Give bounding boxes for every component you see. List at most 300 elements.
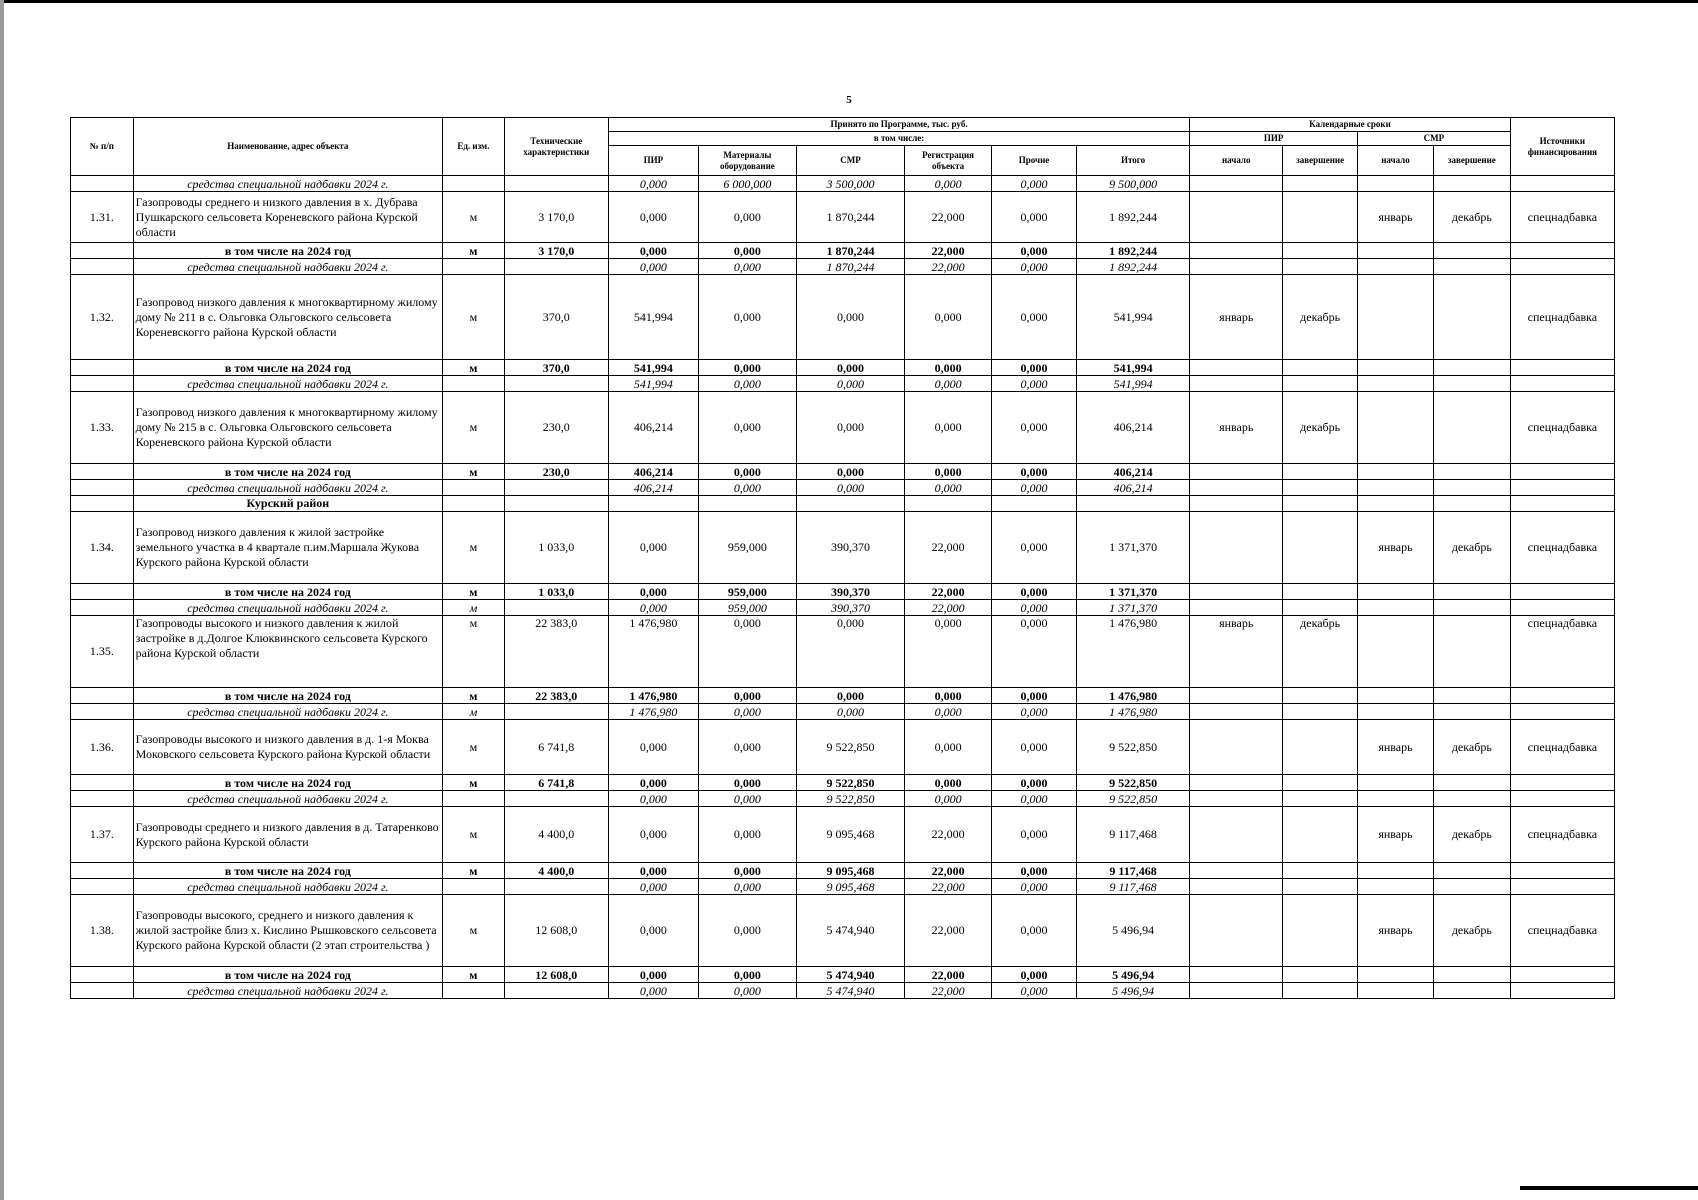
- subtotal-unit: м: [443, 688, 505, 704]
- cell-other: 0,000: [992, 512, 1077, 584]
- subtotal-total: 1 892,244: [1076, 243, 1189, 259]
- spec-materials: 0,000: [698, 376, 796, 392]
- item-unit: м: [443, 275, 505, 360]
- cell-pir-end: [1283, 807, 1358, 863]
- subtotal-row: [71, 464, 1615, 480]
- spec-materials: 0,000: [698, 704, 796, 720]
- cell-materials: 0,000: [698, 720, 796, 775]
- spec-row: [71, 983, 1615, 999]
- subtotal-unit: м: [443, 360, 505, 376]
- cell-smr-start: январь: [1358, 192, 1434, 243]
- cell-pir: 0,000: [608, 895, 698, 967]
- subtotal-other: 0,000: [992, 360, 1077, 376]
- item-tech: 3 170,0: [504, 192, 608, 243]
- subtotal-materials: 0,000: [698, 967, 796, 983]
- item-id: 1.38.: [71, 895, 134, 967]
- cell-pir-start: [1190, 720, 1283, 775]
- subtotal-tech: 4 400,0: [504, 863, 608, 879]
- item-row: [71, 392, 1615, 464]
- cell-pir-start: январь: [1190, 616, 1283, 688]
- item-name: Газопровод низкого давления к многоквартирному жилому дому № 215 в с. Ольговка Ольговского сельсовета Кореневского района Курской области: [133, 392, 442, 464]
- subtotal-materials: 959,000: [698, 584, 796, 600]
- cell-smr-end: [1433, 275, 1510, 360]
- item-name: Газопроводы среднего и низкого давления в х. Дубрава Пушкарского сельсовета Кореневского района Курской области: [133, 192, 442, 243]
- spec-other: 0,000: [992, 480, 1077, 496]
- cell-pir: 0,000: [608, 512, 698, 584]
- cell-pir-start: январь: [1190, 392, 1283, 464]
- item-id: 1.33.: [71, 392, 134, 464]
- spec-registration: 0,000: [905, 480, 992, 496]
- header-pir: ПИР: [608, 146, 698, 176]
- spec-label: средства специальной надбавки 2024 г.: [133, 600, 442, 616]
- subtotal-materials: 0,000: [698, 775, 796, 791]
- subtotal-registration: 22,000: [905, 584, 992, 600]
- cell-pir: 0,000: [608, 192, 698, 243]
- header-other: Прочие: [992, 146, 1077, 176]
- cell-materials: 0,000: [698, 616, 796, 688]
- cell-pir-start: [1190, 512, 1283, 584]
- spec-smr: 0,000: [796, 704, 904, 720]
- cell-pir-end: декабрь: [1283, 616, 1358, 688]
- item-row: [71, 720, 1615, 775]
- item-row: [71, 512, 1615, 584]
- cell-registration: 22,000: [905, 512, 992, 584]
- item-name: Газопроводы среднего и низкого давления в д. Татаренково Курского района Курской области: [133, 807, 442, 863]
- cell-total: 406,214: [1076, 392, 1189, 464]
- item-name: Газопровод низкого давления к многоквартирному жилому дому № 211 в с. Ольговка Ольговского сельсовета Кореневскогго района Курской области: [133, 275, 442, 360]
- item-name: Газопровод низкого давления к жилой застройке земельного участка в 4 квартале п.им.Маршала Жукова Курского района Курской области: [133, 512, 442, 584]
- subtotal-other: 0,000: [992, 967, 1077, 983]
- header-pir-end: завершение: [1283, 146, 1358, 176]
- subtotal-row: [71, 688, 1615, 704]
- item-id: 1.32.: [71, 275, 134, 360]
- cell-registration: 0,000: [905, 720, 992, 775]
- cell-total: 1 476,980: [1076, 616, 1189, 688]
- cell-pir-start: [1190, 895, 1283, 967]
- subtotal-registration: 22,000: [905, 967, 992, 983]
- cell-smr: 3 500,000: [796, 176, 904, 192]
- cell-pir-end: декабрь: [1283, 392, 1358, 464]
- cell-total: 1 371,370: [1076, 512, 1189, 584]
- spec-other: 0,000: [992, 376, 1077, 392]
- header-cal-pir: ПИР: [1190, 132, 1358, 146]
- spec-other: 0,000: [992, 983, 1077, 999]
- cell-smr-start: [1358, 392, 1434, 464]
- spec-smr: 0,000: [796, 480, 904, 496]
- spec-materials: 0,000: [698, 791, 796, 807]
- subtotal-materials: 0,000: [698, 688, 796, 704]
- subtotal-total: 406,214: [1076, 464, 1189, 480]
- subtotal-label: в том числе на 2024 год: [133, 775, 442, 791]
- spec-unit: м: [443, 600, 505, 616]
- header-tech: Технические характеристики: [504, 118, 608, 176]
- cell-other: 0,000: [992, 176, 1077, 192]
- cell-registration: 22,000: [905, 807, 992, 863]
- item-tech: 12 608,0: [504, 895, 608, 967]
- spec-pir: 0,000: [608, 983, 698, 999]
- cell-total: 9 522,850: [1076, 720, 1189, 775]
- scan-edge-bottom: [1520, 1186, 1698, 1190]
- scan-edge-left: [0, 0, 4, 1200]
- subtotal-total: 5 496,94: [1076, 967, 1189, 983]
- spec-smr: 9 522,850: [796, 791, 904, 807]
- item-unit: м: [443, 616, 505, 688]
- subtotal-row: [71, 243, 1615, 259]
- spec-smr: 0,000: [796, 376, 904, 392]
- cell-smr-end: декабрь: [1433, 895, 1510, 967]
- cell-smr-start: [1358, 275, 1434, 360]
- cell-source: спецнадбавка: [1510, 392, 1614, 464]
- header-num: № п/п: [71, 118, 134, 176]
- spec-row: [71, 879, 1615, 895]
- cell-smr: 9 095,468: [796, 807, 904, 863]
- subtotal-label: в том числе на 2024 год: [133, 863, 442, 879]
- item-id: 1.35.: [71, 616, 134, 688]
- item-name: Газопроводы высокого и низкого давления в д. 1-я Моква Моковского сельсовета Курского района Курской области: [133, 720, 442, 775]
- header-including: в том числе:: [608, 132, 1189, 146]
- cell-smr-start: январь: [1358, 807, 1434, 863]
- header-registration: Регистрация объекта: [905, 146, 992, 176]
- spec-row: [71, 259, 1615, 275]
- cell-other: 0,000: [992, 192, 1077, 243]
- cell-smr-start: январь: [1358, 512, 1434, 584]
- spec-smr: 5 474,940: [796, 983, 904, 999]
- subtotal-tech: 3 170,0: [504, 243, 608, 259]
- subtotal-other: 0,000: [992, 464, 1077, 480]
- spec-other: 0,000: [992, 704, 1077, 720]
- spec-materials: 0,000: [698, 983, 796, 999]
- subtotal-smr: 9 522,850: [796, 775, 904, 791]
- cell-smr-end: [1433, 392, 1510, 464]
- cell-smr: 0,000: [796, 392, 904, 464]
- subtotal-tech: 1 033,0: [504, 584, 608, 600]
- item-row: [71, 275, 1615, 360]
- subtotal-materials: 0,000: [698, 464, 796, 480]
- spec-pir: 0,000: [608, 791, 698, 807]
- spec-row: [71, 376, 1615, 392]
- subtotal-total: 9 117,468: [1076, 863, 1189, 879]
- cell-pir: 1 476,980: [608, 616, 698, 688]
- spec-materials: 0,000: [698, 480, 796, 496]
- spec-materials: 0,000: [698, 879, 796, 895]
- item-unit: м: [443, 512, 505, 584]
- spec-pir: 1 476,980: [608, 704, 698, 720]
- subtotal-unit: м: [443, 464, 505, 480]
- subtotal-total: 541,994: [1076, 360, 1189, 376]
- cell-total: 9 117,468: [1076, 807, 1189, 863]
- cell-materials: 0,000: [698, 807, 796, 863]
- cell-materials: 959,000: [698, 512, 796, 584]
- spec-total: 1 892,244: [1076, 259, 1189, 275]
- item-unit: м: [443, 895, 505, 967]
- item-row: [71, 616, 1615, 688]
- subtotal-pir: 0,000: [608, 584, 698, 600]
- cell-materials: 0,000: [698, 192, 796, 243]
- item-id: 1.37.: [71, 807, 134, 863]
- cell-pir-end: декабрь: [1283, 275, 1358, 360]
- spec-label: средства специальной надбавки 2024 г.: [133, 704, 442, 720]
- subtotal-smr: 390,370: [796, 584, 904, 600]
- spec-other: 0,000: [992, 791, 1077, 807]
- spec-registration: 0,000: [905, 376, 992, 392]
- cell-source: спецнадбавка: [1510, 807, 1614, 863]
- cell-smr: 1 870,244: [796, 192, 904, 243]
- spec-registration: 22,000: [905, 879, 992, 895]
- header-calendar: Календарные сроки: [1190, 118, 1511, 132]
- cell-materials: 0,000: [698, 895, 796, 967]
- cell-total: 541,994: [1076, 275, 1189, 360]
- subtotal-registration: 0,000: [905, 360, 992, 376]
- subtotal-row: [71, 967, 1615, 983]
- cell-registration: 0,000: [905, 616, 992, 688]
- cell-smr: 0,000: [796, 616, 904, 688]
- spec-row: [71, 791, 1615, 807]
- cell-smr: 390,370: [796, 512, 904, 584]
- item-tech: 230,0: [504, 392, 608, 464]
- spec-unit: [443, 376, 505, 392]
- cell-source: спецнадбавка: [1510, 275, 1614, 360]
- cell-other: 0,000: [992, 392, 1077, 464]
- header-name: Наименование, адрес объекта: [133, 118, 442, 176]
- spec-total: 1 371,370: [1076, 600, 1189, 616]
- subtotal-pir: 406,214: [608, 464, 698, 480]
- page-number: 5: [846, 94, 852, 106]
- item-unit: м: [443, 192, 505, 243]
- item-id: 1.36.: [71, 720, 134, 775]
- item-tech: 1 033,0: [504, 512, 608, 584]
- cell-materials: 0,000: [698, 392, 796, 464]
- spec-label: средства специальной надбавки 2024 г.: [133, 879, 442, 895]
- subtotal-pir: 541,994: [608, 360, 698, 376]
- spec-pir: 0,000: [608, 879, 698, 895]
- subtotal-label: в том числе на 2024 год: [133, 360, 442, 376]
- spec-registration: 0,000: [905, 791, 992, 807]
- subtotal-smr: 0,000: [796, 360, 904, 376]
- subtotal-label: в том числе на 2024 год: [133, 464, 442, 480]
- header-smr-end: завершение: [1433, 146, 1510, 176]
- spec-unit: [443, 791, 505, 807]
- subtotal-unit: м: [443, 243, 505, 259]
- spec-total: 5 496,94: [1076, 983, 1189, 999]
- spec-registration: 22,000: [905, 600, 992, 616]
- spec-unit: [443, 983, 505, 999]
- item-unit: м: [443, 807, 505, 863]
- item-tech: 370,0: [504, 275, 608, 360]
- subtotal-smr: 9 095,468: [796, 863, 904, 879]
- subtotal-materials: 0,000: [698, 360, 796, 376]
- cell-source: спецнадбавка: [1510, 895, 1614, 967]
- subtotal-unit: м: [443, 967, 505, 983]
- item-id: 1.31.: [71, 192, 134, 243]
- subtotal-registration: 0,000: [905, 688, 992, 704]
- cell-total: 5 496,94: [1076, 895, 1189, 967]
- cell-source: спецнадбавка: [1510, 512, 1614, 584]
- subtotal-label: в том числе на 2024 год: [133, 967, 442, 983]
- cell-pir: 0,000: [608, 176, 698, 192]
- cell-pir: 0,000: [608, 807, 698, 863]
- spec-label: средства специальной надбавки 2024 г.: [133, 791, 442, 807]
- spec-smr: 390,370: [796, 600, 904, 616]
- subtotal-total: 1 476,980: [1076, 688, 1189, 704]
- cell-source: спецнадбавка: [1510, 720, 1614, 775]
- spec-pir: 541,994: [608, 376, 698, 392]
- spec-label: средства специальной надбавки 2024 г.: [133, 176, 442, 192]
- spec-unit: [443, 879, 505, 895]
- item-row: [71, 192, 1615, 243]
- item-tech: 6 741,8: [504, 720, 608, 775]
- subtotal-unit: м: [443, 584, 505, 600]
- cell-smr-start: [1358, 616, 1434, 688]
- subtotal-smr: 5 474,940: [796, 967, 904, 983]
- subtotal-total: 1 371,370: [1076, 584, 1189, 600]
- item-tech: 4 400,0: [504, 807, 608, 863]
- spec-unit: [443, 259, 505, 275]
- spec-label: средства специальной надбавки 2024 г.: [133, 983, 442, 999]
- spec-total: 406,214: [1076, 480, 1189, 496]
- item-name: Газопроводы высокого и низкого давления к жилой застройке в д.Долгое Клюквинского сельсовета Курского района Курской области: [133, 616, 442, 688]
- item-row: [71, 895, 1615, 967]
- spec-materials: 959,000: [698, 600, 796, 616]
- spec-registration: 22,000: [905, 983, 992, 999]
- cell-smr-end: декабрь: [1433, 807, 1510, 863]
- subtotal-pir: 1 476,980: [608, 688, 698, 704]
- subtotal-other: 0,000: [992, 688, 1077, 704]
- header-materials: Материалы оборудование: [698, 146, 796, 176]
- cell-smr-end: декабрь: [1433, 192, 1510, 243]
- spec-row: [71, 600, 1615, 616]
- cell-smr-end: декабрь: [1433, 512, 1510, 584]
- cell-source: спецнадбавка: [1510, 616, 1614, 688]
- header-smr: СМР: [796, 146, 904, 176]
- header-unit: Ед. изм.: [443, 118, 505, 176]
- header-pir-start: начало: [1190, 146, 1283, 176]
- subtotal-registration: 0,000: [905, 464, 992, 480]
- subtotal-registration: 22,000: [905, 863, 992, 879]
- cell-registration: 22,000: [905, 192, 992, 243]
- spec-smr: 1 870,244: [796, 259, 904, 275]
- spec-total: 541,994: [1076, 376, 1189, 392]
- subtotal-tech: 12 608,0: [504, 967, 608, 983]
- spec-unit: м: [443, 704, 505, 720]
- spec-other: 0,000: [992, 879, 1077, 895]
- spec-other: 0,000: [992, 259, 1077, 275]
- subtotal-smr: 1 870,244: [796, 243, 904, 259]
- header-smr-start: начало: [1358, 146, 1434, 176]
- cell-pir: 541,994: [608, 275, 698, 360]
- subtotal-label: в том числе на 2024 год: [133, 243, 442, 259]
- subtotal-label: в том числе на 2024 год: [133, 584, 442, 600]
- subtotal-smr: 0,000: [796, 464, 904, 480]
- spec-other: 0,000: [992, 600, 1077, 616]
- cell-smr: 0,000: [796, 275, 904, 360]
- subtotal-pir: 0,000: [608, 775, 698, 791]
- cell-registration: 0,000: [905, 275, 992, 360]
- spec-smr: 9 095,468: [796, 879, 904, 895]
- subtotal-pir: 0,000: [608, 967, 698, 983]
- spec-total: 1 476,980: [1076, 704, 1189, 720]
- header-cal-smr: СМР: [1358, 132, 1511, 146]
- subtotal-tech: 370,0: [504, 360, 608, 376]
- cell-pir: 0,000: [608, 720, 698, 775]
- subtotal-materials: 0,000: [698, 243, 796, 259]
- subtotal-registration: 0,000: [905, 775, 992, 791]
- subtotal-other: 0,000: [992, 584, 1077, 600]
- cell-total: 1 892,244: [1076, 192, 1189, 243]
- item-row: [71, 807, 1615, 863]
- cell-pir-start: январь: [1190, 275, 1283, 360]
- subtotal-other: 0,000: [992, 243, 1077, 259]
- spec-pir: 0,000: [608, 259, 698, 275]
- spec-registration: 0,000: [905, 704, 992, 720]
- subtotal-unit: м: [443, 863, 505, 879]
- header-sources: Источники финансирования: [1510, 118, 1614, 176]
- subtotal-row: [71, 584, 1615, 600]
- cell-total: 9 500,000: [1076, 176, 1189, 192]
- subtotal-row: [71, 863, 1615, 879]
- subtotal-registration: 22,000: [905, 243, 992, 259]
- cell-registration: 0,000: [905, 176, 992, 192]
- subtotal-pir: 0,000: [608, 243, 698, 259]
- spec-row: [71, 704, 1615, 720]
- subtotal-row: [71, 360, 1615, 376]
- spec-label: средства специальной надбавки 2024 г.: [133, 376, 442, 392]
- spec-label: средства специальной надбавки 2024 г.: [133, 480, 442, 496]
- cell-other: 0,000: [992, 720, 1077, 775]
- cell-smr-end: декабрь: [1433, 720, 1510, 775]
- cell-smr: 9 522,850: [796, 720, 904, 775]
- cell-smr: 5 474,940: [796, 895, 904, 967]
- subtotal-other: 0,000: [992, 863, 1077, 879]
- spec-unit: [443, 480, 505, 496]
- cell-pir-end: [1283, 895, 1358, 967]
- cell-smr-start: январь: [1358, 720, 1434, 775]
- spec-registration: 22,000: [905, 259, 992, 275]
- program-table: [70, 117, 1615, 999]
- spec-row: [71, 480, 1615, 496]
- scan-edge-top: [0, 0, 1698, 3]
- subtotal-tech: 22 383,0: [504, 688, 608, 704]
- spec-row: [71, 176, 1615, 192]
- cell-registration: 0,000: [905, 392, 992, 464]
- spec-total: 9 522,850: [1076, 791, 1189, 807]
- subtotal-row: [71, 775, 1615, 791]
- item-unit: м: [443, 392, 505, 464]
- cell-pir-start: [1190, 807, 1283, 863]
- subtotal-smr: 0,000: [796, 688, 904, 704]
- cell-registration: 22,000: [905, 895, 992, 967]
- subtotal-label: в том числе на 2024 год: [133, 688, 442, 704]
- spec-materials: 0,000: [698, 259, 796, 275]
- cell-other: 0,000: [992, 807, 1077, 863]
- item-name: Газопроводы высокого, среднего и низкого давления к жилой застройке близ х. Кислино Рышковского сельсовета Курского района Курской области (2 этап строительства ): [133, 895, 442, 967]
- spec-pir: 406,214: [608, 480, 698, 496]
- spec-total: 9 117,468: [1076, 879, 1189, 895]
- item-unit: м: [443, 720, 505, 775]
- header-accepted: Принято по Программе, тыс. руб.: [608, 118, 1189, 132]
- cell-pir-end: [1283, 192, 1358, 243]
- cell-source: спецнадбавка: [1510, 192, 1614, 243]
- cell-pir-end: [1283, 720, 1358, 775]
- subtotal-pir: 0,000: [608, 863, 698, 879]
- item-tech: 22 383,0: [504, 616, 608, 688]
- item-id: 1.34.: [71, 512, 134, 584]
- cell-other: 0,000: [992, 275, 1077, 360]
- subtotal-tech: 230,0: [504, 464, 608, 480]
- cell-smr-end: [1433, 616, 1510, 688]
- region-row: [71, 496, 1615, 512]
- cell-other: 0,000: [992, 895, 1077, 967]
- subtotal-unit: м: [443, 775, 505, 791]
